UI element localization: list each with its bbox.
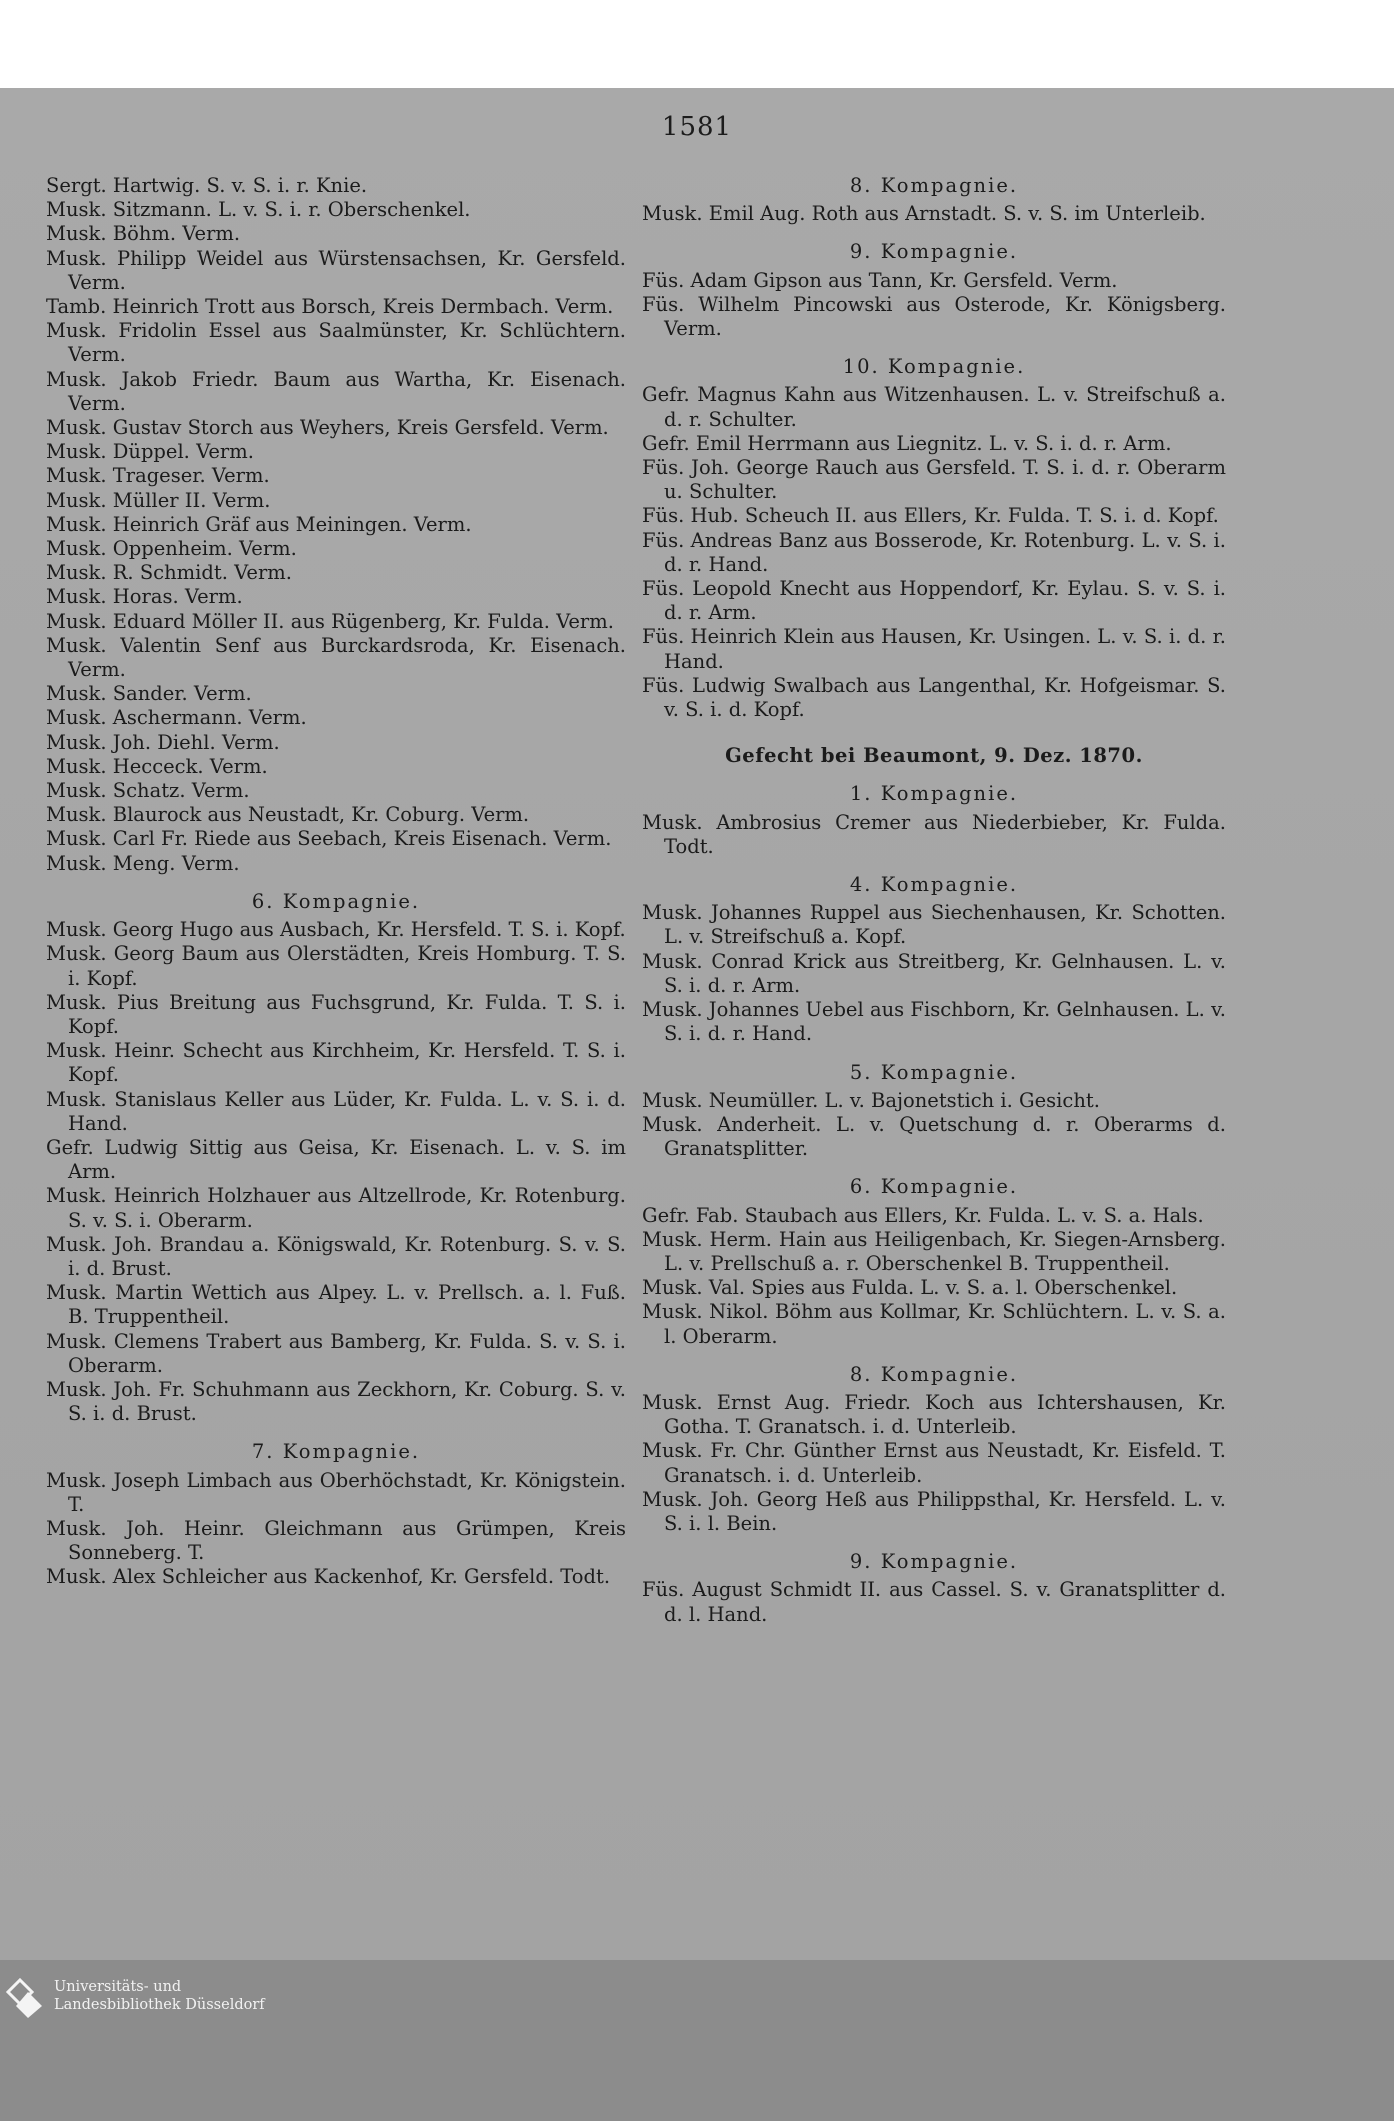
casualty-entry: Füs. Wilhelm Pincowski aus Osterode, Kr. Königsberg. Verm. <box>642 292 1226 341</box>
casualty-entry: Füs. Ludwig Swalbach aus Langenthal, Kr. Hofgeismar. S. v. S. i. d. Kopf. <box>642 673 1226 722</box>
casualty-entry: Musk. Emil Aug. Roth aus Arnstadt. S. v. S. im Unterleib. <box>642 202 1206 226</box>
casualty-entry: Musk. Clemens Trabert aus Bamberg, Kr. Fulda. S. v. S. i. Oberarm. <box>46 1329 626 1377</box>
casualty-entry: Musk. Düppel. Verm. <box>46 440 254 464</box>
right-column <box>642 174 1226 1627</box>
casualty-entry: Gefr. Fab. Staubach aus Ellers, Kr. Fulda. L. v. S. a. Hals. <box>642 1203 1204 1227</box>
company-heading: 1. Kompagnie. <box>849 782 1019 806</box>
casualty-entry: Musk. Georg Baum aus Olerstädten, Kreis Homburg. T. S. i. Kopf. <box>46 942 626 990</box>
battle-section-heading: Gefecht bei Beaumont, 9. Dez. 1870. <box>725 744 1143 768</box>
library-name-line1: Universitäts- und <box>54 1979 182 1995</box>
casualty-entry: Musk. Martin Wettich aus Alpey. L. v. Prellsch. a. l. Fuß. B. Truppentheil. <box>46 1281 626 1329</box>
casualty-entry: Musk. Pius Breitung aus Fuchsgrund, Kr. Fulda. T. S. i. Kopf. <box>46 990 626 1038</box>
casualty-entry: Musk. Stanislaus Keller aus Lüder, Kr. Fulda. L. v. S. i. d. Hand. <box>46 1087 626 1135</box>
casualty-entry: Musk. Sander. Verm. <box>46 682 252 706</box>
company-heading: 10. Kompagnie. <box>842 355 1026 379</box>
casualty-entry: Musk. Aschermann. Verm. <box>46 706 307 730</box>
casualty-entry: Füs. Hub. Scheuch II. aus Ellers, Kr. Fulda. T. S. i. d. Kopf. <box>642 504 1219 528</box>
company-heading: 6. Kompagnie. <box>849 1175 1019 1199</box>
casualty-entry: Tamb. Heinrich Trott aus Borsch, Kreis Dermbach. Verm. <box>46 295 614 319</box>
casualty-entry: Musk. Joh. Fr. Schuhmann aus Zeckhorn, Kr. Coburg. S. v. S. i. d. Brust. <box>46 1377 626 1426</box>
viewer-top-margin <box>0 0 1394 88</box>
casualty-entry: Musk. Meng. Verm. <box>46 851 240 875</box>
left-column <box>46 174 626 1590</box>
casualty-entry: Musk. Joseph Limbach aus Oberhöchstadt, Kr. Königstein. T. <box>46 1468 626 1516</box>
casualty-entry: Musk. Heinr. Schecht aus Kirchheim, Kr. Hersfeld. T. S. i. Kopf. <box>46 1039 626 1087</box>
casualty-entry: Sergt. Hartwig. S. v. S. i. r. Knie. <box>46 174 368 197</box>
casualty-entry: Füs. Heinrich Klein aus Hausen, Kr. Usingen. L. v. S. i. d. r. Hand. <box>642 625 1226 673</box>
casualty-entry: Füs. Adam Gipson aus Tann, Kr. Gersfeld. Verm. <box>642 268 1118 292</box>
company-heading: 4. Kompagnie. <box>849 873 1019 897</box>
company-heading: 9. Kompagnie. <box>849 240 1019 264</box>
casualty-entry: Musk. Nikol. Böhm aus Kollmar, Kr. Schlüchtern. L. v. S. a. l. Oberarm. <box>642 1300 1226 1348</box>
library-branding <box>6 1978 265 2020</box>
casualty-entry: Musk. Valentin Senf aus Burckardsroda, Kr. Eisenach. Verm. <box>46 633 626 682</box>
casualty-entry: Füs. Joh. George Rauch aus Gersfeld. T. S. i. d. r. Oberarm u. Schulter. <box>642 456 1226 504</box>
casualty-entry: Musk. Neumüller. L. v. Bajonetstich i. Gesicht. <box>642 1088 1100 1112</box>
casualty-entry: Musk. Heinrich Holzhauer aus Altzellrode, Kr. Rotenburg. S. v. S. i. Oberarm. <box>46 1184 626 1232</box>
casualty-entry: Gefr. Ludwig Sittig aus Geisa, Kr. Eisenach. L. v. S. im Arm. <box>46 1135 626 1184</box>
casualty-entry: Füs. Leopold Knecht aus Hoppendorf, Kr. Eylau. S. v. S. i. d. r. Arm. <box>642 577 1226 625</box>
casualty-entry: Musk. Joh. Diehl. Verm. <box>46 730 280 754</box>
casualty-entry: Musk. Trageser. Verm. <box>46 464 270 488</box>
casualty-entry: Musk. Ernst Aug. Friedr. Koch aus Ichtershausen, Kr. Gotha. T. Granatsch. i. d. Unterleib. <box>642 1390 1226 1439</box>
casualty-entry: Musk. Anderheit. L. v. Quetschung d. r. Oberarms d. Granatsplitter. <box>642 1112 1226 1161</box>
casualty-entry: Musk. Jakob Friedr. Baum aus Wartha, Kr. Eisenach. Verm. <box>46 367 626 415</box>
casualty-entry: Musk. Val. Spies aus Fulda. L. v. S. a. l. Oberschenkel. <box>642 1276 1178 1300</box>
company-heading: 5. Kompagnie. <box>849 1060 1019 1084</box>
casualty-entry: Musk. Joh. Brandau a. Königswald, Kr. Rotenburg. S. v. S. i. d. Brust. <box>46 1232 626 1280</box>
casualty-entry: Musk. Alex Schleicher aus Kackenhof, Kr. Gersfeld. Todt. <box>46 1565 611 1589</box>
casualty-entry: Musk. Johannes Uebel aus Fischborn, Kr. Gelnhausen. L. v. S. i. d. r. Hand. <box>642 998 1226 1046</box>
casualty-entry: Musk. Schatz. Verm. <box>46 779 250 803</box>
casualty-entry: Musk. Heinrich Gräf aus Meiningen. Verm. <box>46 512 472 536</box>
casualty-entry: Musk. Böhm. Verm. <box>46 222 241 246</box>
casualty-entry: Musk. R. Schmidt. Verm. <box>46 561 292 585</box>
casualty-entry: Musk. Blaurock aus Neustadt, Kr. Coburg. Verm. <box>46 803 530 827</box>
casualty-entry: Musk. Johannes Ruppel aus Siechenhausen, Kr. Schotten. L. v. Streifschuß a. Kopf. <box>642 901 1226 949</box>
company-heading: 6. Kompagnie. <box>251 889 421 913</box>
company-heading: 8. Kompagnie. <box>849 1362 1019 1386</box>
casualty-entry: Musk. Joh. Georg Heß aus Philippsthal, Kr. Hersfeld. L. v. S. i. l. Bein. <box>642 1487 1226 1535</box>
company-heading: 9. Kompagnie. <box>849 1550 1019 1574</box>
company-heading: 7. Kompagnie. <box>251 1440 421 1464</box>
company-heading: 8. Kompagnie. <box>849 174 1019 197</box>
casualty-entry: Musk. Herm. Hain aus Heiligenbach, Kr. Siegen-Arnsberg. L. v. Prellschuß a. r. Oberschenkel B. Truppentheil. <box>642 1227 1226 1275</box>
casualty-entry: Musk. Ambrosius Cremer aus Niederbieber, Kr. Fulda. Todt. <box>642 810 1226 858</box>
library-name-line2: Landesbibliothek Düsseldorf <box>54 1997 265 2013</box>
casualty-entry: Füs. August Schmidt II. aus Cassel. S. v. Granatsplitter d. d. l. Hand. <box>642 1578 1226 1626</box>
casualty-entry: Musk. Müller II. Verm. <box>46 488 271 512</box>
casualty-entry: Musk. Eduard Möller II. aus Rügenberg, Kr. Fulda. Verm. <box>46 609 614 633</box>
library-logo-icon <box>6 1978 46 2020</box>
casualty-entry: Gefr. Emil Herrmann aus Liegnitz. L. v. S. i. d. r. Arm. <box>642 431 1172 455</box>
casualty-entry: Musk. Sitzmann. L. v. S. i. r. Oberschenkel. <box>46 198 471 222</box>
page-number: 1581 <box>661 112 733 142</box>
casualty-entry: Musk. Fridolin Essel aus Saalmünster, Kr. Schlüchtern. Verm. <box>46 319 626 367</box>
casualty-entry: Füs. Andreas Banz aus Bosserode, Kr. Rotenburg. L. v. S. i. d. r. Hand. <box>642 528 1226 576</box>
casualty-entry: Musk. Hecceck. Verm. <box>46 754 268 778</box>
casualty-entry: Musk. Philipp Weidel aus Würstensachsen, Kr. Gersfeld. Verm. <box>46 246 626 294</box>
casualty-entry: Musk. Georg Hugo aus Ausbach, Kr. Hersfeld. T. S. i. Kopf. <box>46 918 626 942</box>
casualty-entry: Musk. Joh. Heinr. Gleichmann aus Grümpen, Kreis Sonneberg. T. <box>46 1516 626 1565</box>
casualty-entry: Musk. Fr. Chr. Günther Ernst aus Neustadt, Kr. Eisfeld. T. Granatsch. i. d. Unterleib. <box>642 1439 1226 1487</box>
casualty-entry: Gefr. Magnus Kahn aus Witzenhausen. L. v. Streifschuß a. d. r. Schulter. <box>642 383 1226 431</box>
casualty-entry: Musk. Conrad Krick aus Streitberg, Kr. Gelnhausen. L. v. S. i. d. r. Arm. <box>642 949 1226 997</box>
casualty-entry: Musk. Oppenheim. Verm. <box>46 537 297 561</box>
casualty-entry: Musk. Gustav Storch aus Weyhers, Kreis Gersfeld. Verm. <box>46 416 609 440</box>
casualty-entry: Musk. Carl Fr. Riede aus Seebach, Kreis Eisenach. Verm. <box>46 827 612 851</box>
casualty-entry: Musk. Horas. Verm. <box>46 585 243 609</box>
